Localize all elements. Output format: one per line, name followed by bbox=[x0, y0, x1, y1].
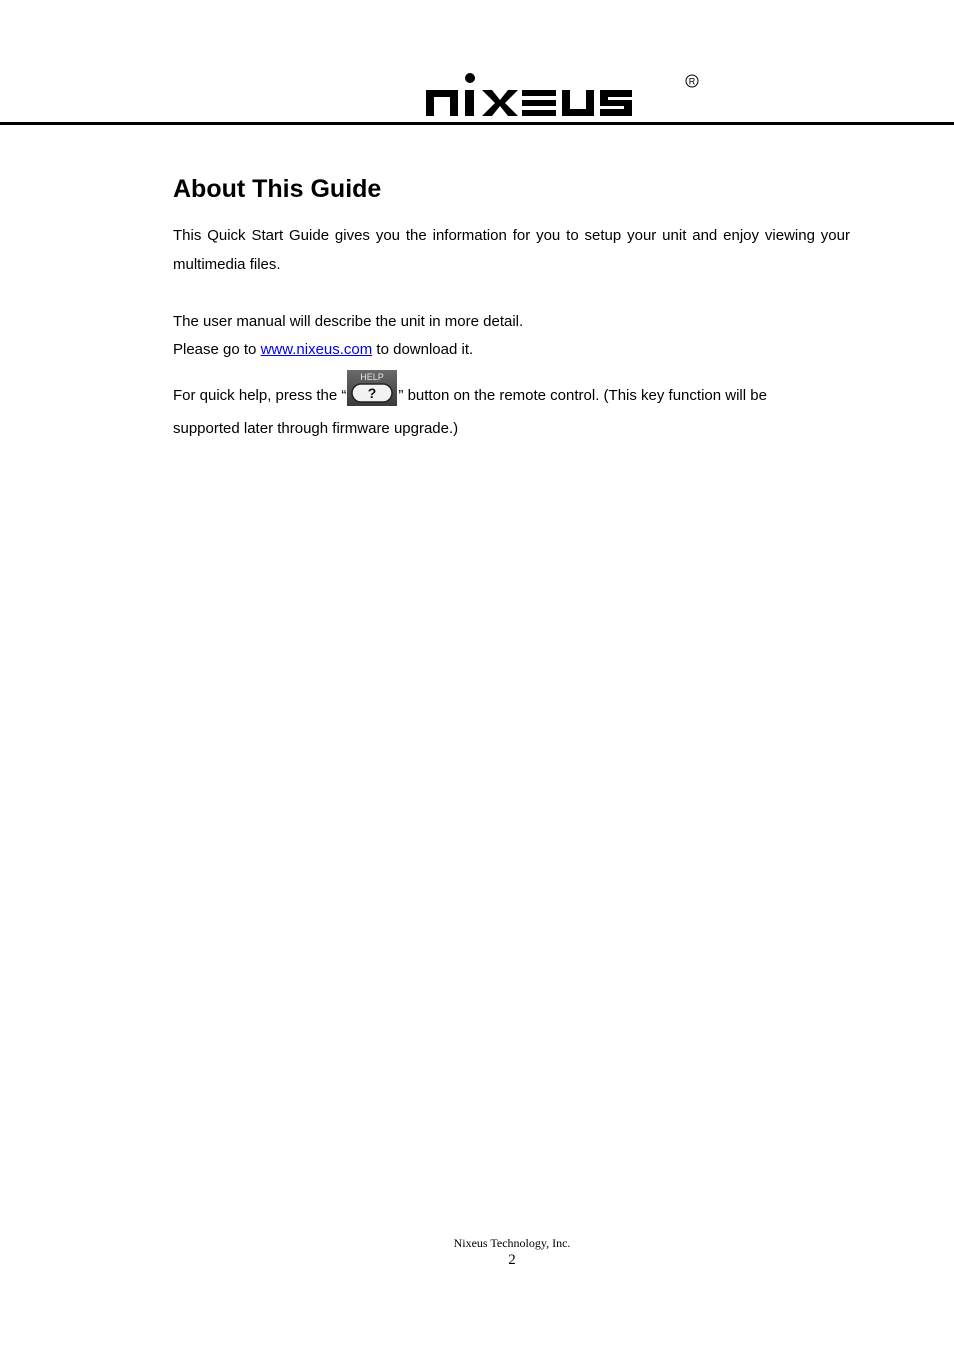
help-suffix: ” button on the remote control. (This key function will be bbox=[398, 387, 767, 404]
intro-paragraph: This Quick Start Guide gives you the information for you to setup your unit and enjoy viewing your multimedia files. bbox=[173, 227, 850, 273]
page-title: About This Guide bbox=[173, 175, 382, 203]
page-number: 2 bbox=[508, 1252, 516, 1268]
download-prefix: Please go to bbox=[173, 341, 261, 358]
spacer bbox=[173, 279, 850, 308]
manual-paragraph: The user manual will describe the unit in more detail. bbox=[173, 313, 524, 330]
nixeus-logo bbox=[424, 70, 700, 120]
footer-company: Nixeus Technology, Inc. bbox=[453, 1236, 571, 1250]
help-key-symbol: ? bbox=[368, 385, 377, 401]
main-content bbox=[173, 170, 850, 442]
registered-mark: R bbox=[688, 76, 696, 87]
help-continuation: supported later through firmware upgrade.) bbox=[173, 420, 459, 437]
nixeus-website-link[interactable]: www.nixeus.com bbox=[260, 341, 373, 358]
download-suffix: to download it. bbox=[372, 341, 474, 358]
help-key-label: HELP bbox=[360, 372, 385, 382]
help-prefix: For quick help, press the “ bbox=[173, 387, 347, 404]
help-paragraph bbox=[173, 370, 850, 416]
header-divider bbox=[0, 122, 954, 125]
page-footer bbox=[0, 1235, 954, 1269]
help-key-icon bbox=[347, 370, 397, 406]
download-paragraph bbox=[173, 336, 850, 364]
